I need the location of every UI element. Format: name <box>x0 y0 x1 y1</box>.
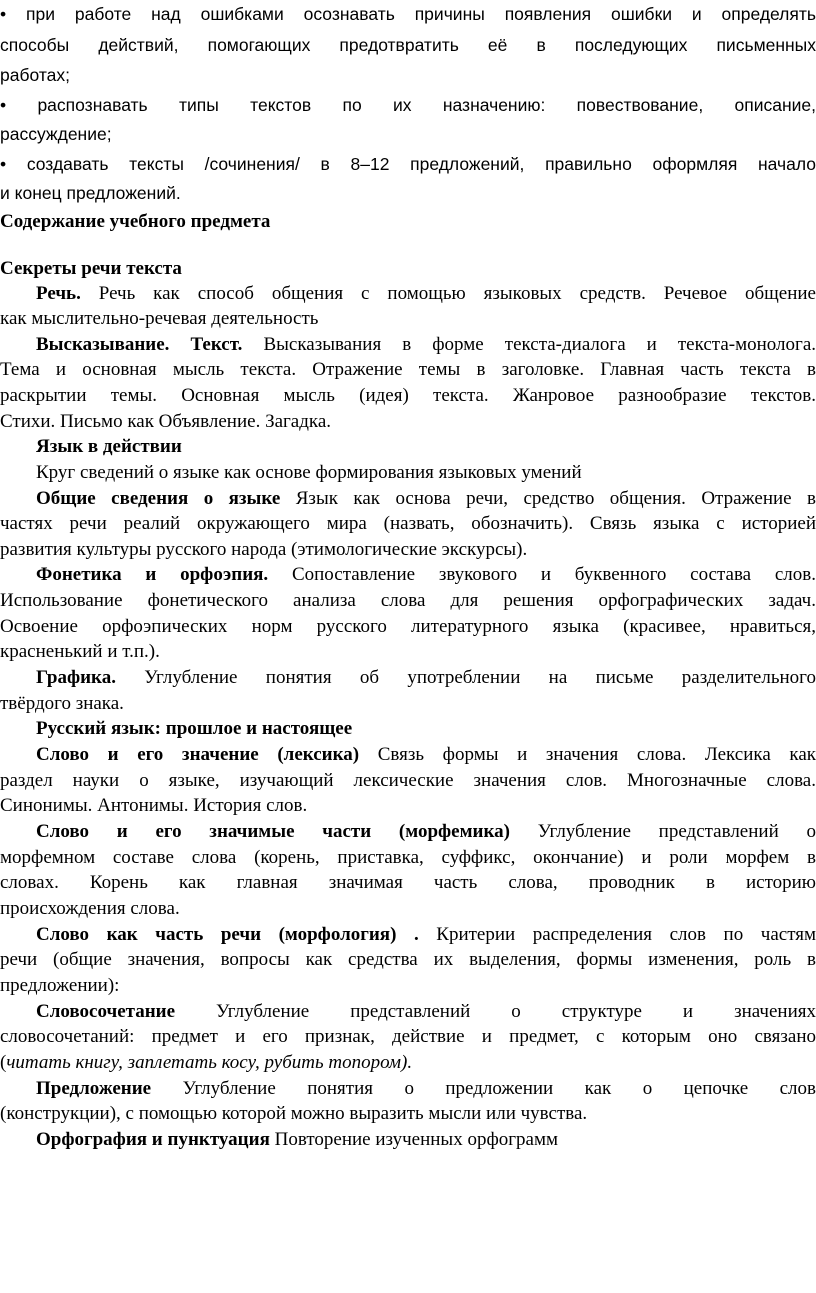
predlozhenie-text-1: Углубление понятия о предложении как о цепочке слов <box>151 1078 816 1099</box>
obshchie-line-1 <box>0 486 816 512</box>
morfologiya-line-2: речи (общие значения, вопросы как средства их выделения, формы изменения, роль в <box>0 949 816 970</box>
morfologiya-line-3: предложении): <box>0 975 120 996</box>
vyskaz-term: Высказывание. Текст. <box>36 334 243 355</box>
grafika-text-1: Углубление понятия об употреблении на письме разделительного <box>115 667 816 688</box>
morfemika-line-1 <box>0 819 816 845</box>
vyskaz-line-3: раскрытии темы. Основная мысль (идея) текста. Жанровое разнообразие текстов. <box>0 385 816 406</box>
fonetika-term: Фонетика и орфоэпия. <box>36 564 269 585</box>
orfografiya-text-1: Повторение изученных орфограмм <box>269 1129 559 1150</box>
content-heading: Содержание учебного предмета <box>0 211 271 232</box>
bullet-2-line-1: • распознавать типы текстов по их назначению: повествование, описание, <box>0 95 816 115</box>
fonetika-line-4: красненький и т.п.). <box>0 641 160 662</box>
leksika-line-1 <box>0 742 816 768</box>
yazyk-v-deistvii-title: Язык в действии <box>36 436 182 457</box>
predlozhenie-term: Предложение <box>36 1078 152 1099</box>
vyskaz-text-1: Высказывания в форме текста-диалога и текста-монолога. <box>242 334 816 355</box>
grafika-line-2: твёрдого знака. <box>0 693 124 714</box>
fonetika-line-2: Использование фонетического анализа слова для решения орфографических задач. <box>0 590 816 611</box>
obshchie-line-3: развития культуры русского народа (этимологические экскурсы). <box>0 539 528 560</box>
bullet-2-line-2: рассуждение; <box>0 124 112 144</box>
leksika-line-2: раздел науки о языке, изучающий лексические значения слов. Многозначные слова. <box>0 770 816 791</box>
leksika-term: Слово и его значение (лексика) <box>36 744 360 765</box>
fonetika-line-1 <box>0 562 816 588</box>
morfologiya-line-1 <box>0 922 816 948</box>
slovosochetanie-term: Словосочетание <box>36 1001 176 1022</box>
vyskaz-line-2: Тема и основная мысль текста. Отражение темы в заголовке. Главная часть текста в <box>0 359 816 380</box>
bullet-3-line-2: и конец предложений. <box>0 183 181 203</box>
vyskaz-line-4: Стихи. Письмо как Объявление. Загадка. <box>0 411 332 432</box>
leksika-line-3: Синонимы. Антонимы. История слов. <box>0 795 308 816</box>
slovosochetanie-text-1: Углубление представлений о структуре и значениях <box>175 1001 816 1022</box>
morfemika-line-2: морфемном составе слова (корень, приставка, суффикс, окончание) и роли морфем в <box>0 847 816 868</box>
morfemika-line-3: словах. Корень как главная значимая часть слова, проводник в историю <box>0 872 816 893</box>
vyskaz-line-1 <box>0 332 816 358</box>
leksika-text-1: Связь формы и значения слова. Лексика как <box>359 744 816 765</box>
rech-term: Речь. <box>36 283 81 304</box>
orfografiya-line-1 <box>0 1127 816 1153</box>
morfemika-line-4: происхождения слова. <box>0 898 180 919</box>
grafika-line-1 <box>0 665 816 691</box>
slovosochetanie-examples: читать книгу, заплетать косу, рубить топором). <box>6 1052 413 1073</box>
bullet-3-line-1: • создавать тексты /сочинения/ в 8–12 предложений, правильно оформляя начало <box>0 154 816 174</box>
morfemika-text-1: Углубление представлений о <box>509 821 816 842</box>
fonetika-text-1: Сопоставление звукового и буквенного состава слов. <box>268 564 816 585</box>
obshchie-text-1: Язык как основа речи, средство общения. Отражение в <box>280 488 816 509</box>
slovosochetanie-line-2: словосочетаний: предмет и его признак, действие и предмет, с которым оно связано <box>0 1026 816 1047</box>
obshchie-term: Общие сведения о языке <box>36 488 281 509</box>
slovosochetanie-paren: ( <box>0 1052 7 1073</box>
predlozhenie-line-2: (конструкции), с помощью которой можно выразить мысли или чувства. <box>0 1103 588 1124</box>
obshchie-line-2: частях речи реалий окружающего мира (назвать, обозначить). Связь языка с историей <box>0 513 816 534</box>
morfologiya-term: Слово как часть речи (морфология) . <box>36 924 419 945</box>
rech-line-1 <box>0 281 816 307</box>
predlozhenie-line-1 <box>0 1076 816 1102</box>
bullet-1-line-2: способы действий, помогающих предотвратить её в последующих письменных <box>0 35 816 55</box>
fonetika-line-3: Освоение орфоэпических норм русского литературного языка (красивее, нравиться, <box>0 616 816 637</box>
slovosochetanie-line-3 <box>0 1050 816 1076</box>
rech-line-2: как мыслительно-речевая деятельность <box>0 308 319 329</box>
russkiy-title: Русский язык: прошлое и настоящее <box>36 718 353 739</box>
orfografiya-term: Орфография и пунктуация <box>36 1129 270 1150</box>
bullet-1-line-1: • при работе над ошибками осознавать причины появления ошибки и определять <box>0 4 816 24</box>
grafika-term: Графика. <box>36 667 116 688</box>
section-heading-speech-secrets: Секреты речи текста <box>0 258 182 279</box>
morfologiya-text-1: Критерии распределения слов по частям <box>418 924 816 945</box>
slovosochetanie-line-1 <box>0 999 816 1025</box>
yazyk-v-deistvii-line-1: Круг сведений о языке как основе формирования языковых умений <box>36 462 582 483</box>
bullet-1-line-3: работах; <box>0 65 70 85</box>
rech-text-1: Речь как способ общения с помощью языковых средств. Речевое общение <box>80 283 816 304</box>
morfemika-term: Слово и его значимые части (морфемика) <box>36 821 510 842</box>
